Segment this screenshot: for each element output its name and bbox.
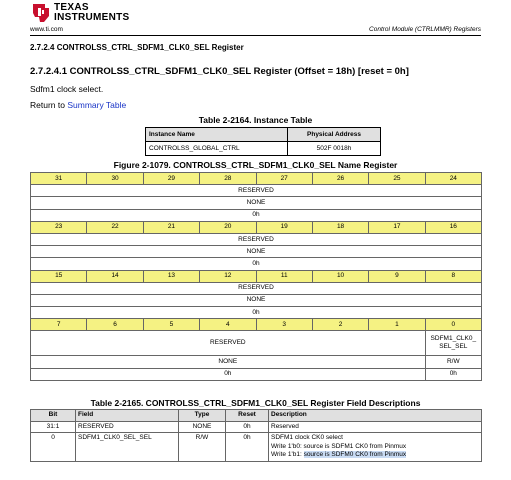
bit-number: 25 xyxy=(369,173,425,185)
physical-address-cell: 502F 0018h xyxy=(288,142,381,156)
description-line: SDFM1 clock CK0 select xyxy=(271,434,343,441)
sel-field-name xyxy=(425,331,481,356)
description-line: Write 1'b0: source is SDFM1 CK0 from Pinmux xyxy=(271,442,407,450)
register-heading: 2.7.2.4.1 CONTROLSS_CTRL_SDFM1_CLK0_SEL Register (Offset = 18h) [reset = 0h] xyxy=(30,66,409,77)
bit-number: 22 xyxy=(87,221,143,233)
bit-number: 0 xyxy=(425,319,481,331)
bit-cell: 0 xyxy=(31,433,76,462)
field-cell: SDFM1_CLK0_SEL_SEL xyxy=(76,433,179,462)
return-line xyxy=(30,100,126,110)
logo-text-line2: INSTRUMENTS xyxy=(54,12,130,23)
field-cell: RESERVED xyxy=(76,421,179,433)
instance-table-caption: Table 2-2164. Instance Table xyxy=(198,115,313,125)
reserved-field-reset: 0h xyxy=(31,209,482,221)
description-prefix: Write 1'b1: xyxy=(271,451,302,458)
bit-number: 11 xyxy=(256,270,312,282)
summary-table-link[interactable]: Summary Table xyxy=(67,100,127,110)
bit-number: 14 xyxy=(87,270,143,282)
bit-number-row xyxy=(31,221,482,233)
bit-number: 13 xyxy=(143,270,199,282)
bit-number: 6 xyxy=(87,319,143,331)
reserved-field-reset: 0h xyxy=(31,258,482,270)
reserved-field-access: NONE xyxy=(31,197,482,209)
field-description-table xyxy=(30,409,482,462)
bit-number: 19 xyxy=(256,221,312,233)
type-cell: R/W xyxy=(179,433,226,462)
bit-number: 30 xyxy=(87,173,143,185)
bit-number: 9 xyxy=(369,270,425,282)
bit-number: 20 xyxy=(200,221,256,233)
instance-table xyxy=(145,127,381,156)
bit-number: 1 xyxy=(369,319,425,331)
logo-text-line1: TEXAS xyxy=(54,2,89,13)
bit-number: 24 xyxy=(425,173,481,185)
ti-logo-icon xyxy=(30,2,52,24)
reserved-field-access: NONE xyxy=(31,246,482,258)
bit-number: 3 xyxy=(256,319,312,331)
register-bit-figure xyxy=(30,172,482,381)
field-header: Field xyxy=(76,410,179,422)
header-divider xyxy=(30,35,481,36)
field-table-caption: Table 2-2165. CONTROLSS_CTRL_SDFM1_CLK0_SEL Register Field Descriptions xyxy=(90,398,421,408)
bit-number: 16 xyxy=(425,221,481,233)
reserved-field-access: NONE xyxy=(31,356,426,368)
type-cell: NONE xyxy=(179,421,226,433)
bit-number: 23 xyxy=(31,221,87,233)
return-prefix: Return to xyxy=(30,100,65,110)
instance-name-cell: CONTROLSS_GLOBAL_CTRL xyxy=(146,142,288,156)
bit-number: 12 xyxy=(200,270,256,282)
bit-number: 15 xyxy=(31,270,87,282)
sel-field-name-line2: SEL_SEL xyxy=(439,343,468,351)
description-line xyxy=(271,451,479,460)
section-heading: 2.7.2.4 CONTROLSS_CTRL_SDFM1_CLK0_SEL Register xyxy=(30,43,244,52)
type-header: Type xyxy=(179,410,226,422)
bit-number: 8 xyxy=(425,270,481,282)
bit-number: 2 xyxy=(312,319,368,331)
reserved-field-access: NONE xyxy=(31,294,482,306)
reserved-field-reset: 0h xyxy=(31,368,426,380)
bit-number: 21 xyxy=(143,221,199,233)
reserved-field-name: RESERVED xyxy=(31,185,482,197)
document-section-title: Control Module (CTRLMMR) Registers xyxy=(369,26,481,33)
sel-field-name-line1: SDFM1_CLK0_ xyxy=(430,335,477,343)
reserved-field-reset: 0h xyxy=(31,307,482,319)
highlighted-text: source is SDFM0 CK0 from Pinmux xyxy=(303,451,407,458)
ti-logo xyxy=(30,2,160,28)
reserved-field-name: RESERVED xyxy=(31,233,482,245)
reset-cell: 0h xyxy=(226,433,269,462)
bit-number: 17 xyxy=(369,221,425,233)
reset-header: Reset xyxy=(226,410,269,422)
reset-cell: 0h xyxy=(226,421,269,433)
bit-number: 27 xyxy=(256,173,312,185)
bit-header: Bit xyxy=(31,410,76,422)
register-description: Sdfm1 clock select. xyxy=(30,84,104,94)
bit-number: 28 xyxy=(200,173,256,185)
physical-address-header: Physical Address xyxy=(288,128,381,142)
bit-number: 10 xyxy=(312,270,368,282)
bit-cell: 31:1 xyxy=(31,421,76,433)
bit-number-row xyxy=(31,173,482,185)
reserved-field-name: RESERVED xyxy=(31,282,482,294)
sel-field-access: R/W xyxy=(425,356,481,368)
description-cell xyxy=(269,433,482,462)
bit-number: 4 xyxy=(200,319,256,331)
bit-number: 29 xyxy=(143,173,199,185)
bit-number: 7 xyxy=(31,319,87,331)
figure-caption: Figure 2-1079. CONTROLSS_CTRL_SDFM1_CLK0_SEL Name Register xyxy=(113,160,398,170)
website-link[interactable]: www.ti.com xyxy=(30,26,63,33)
page-header xyxy=(0,0,511,36)
bit-number-row xyxy=(31,319,482,331)
table-row xyxy=(31,421,482,433)
bit-number: 5 xyxy=(143,319,199,331)
bit-number: 18 xyxy=(312,221,368,233)
description-header: Description xyxy=(269,410,482,422)
bit-number: 26 xyxy=(312,173,368,185)
reserved-field-name: RESERVED xyxy=(31,331,426,356)
table-row xyxy=(31,433,482,462)
description-cell: Reserved xyxy=(269,421,482,433)
sel-field-reset: 0h xyxy=(425,368,481,380)
bit-number-row xyxy=(31,270,482,282)
bit-number: 31 xyxy=(31,173,87,185)
instance-name-header: Instance Name xyxy=(146,128,288,142)
